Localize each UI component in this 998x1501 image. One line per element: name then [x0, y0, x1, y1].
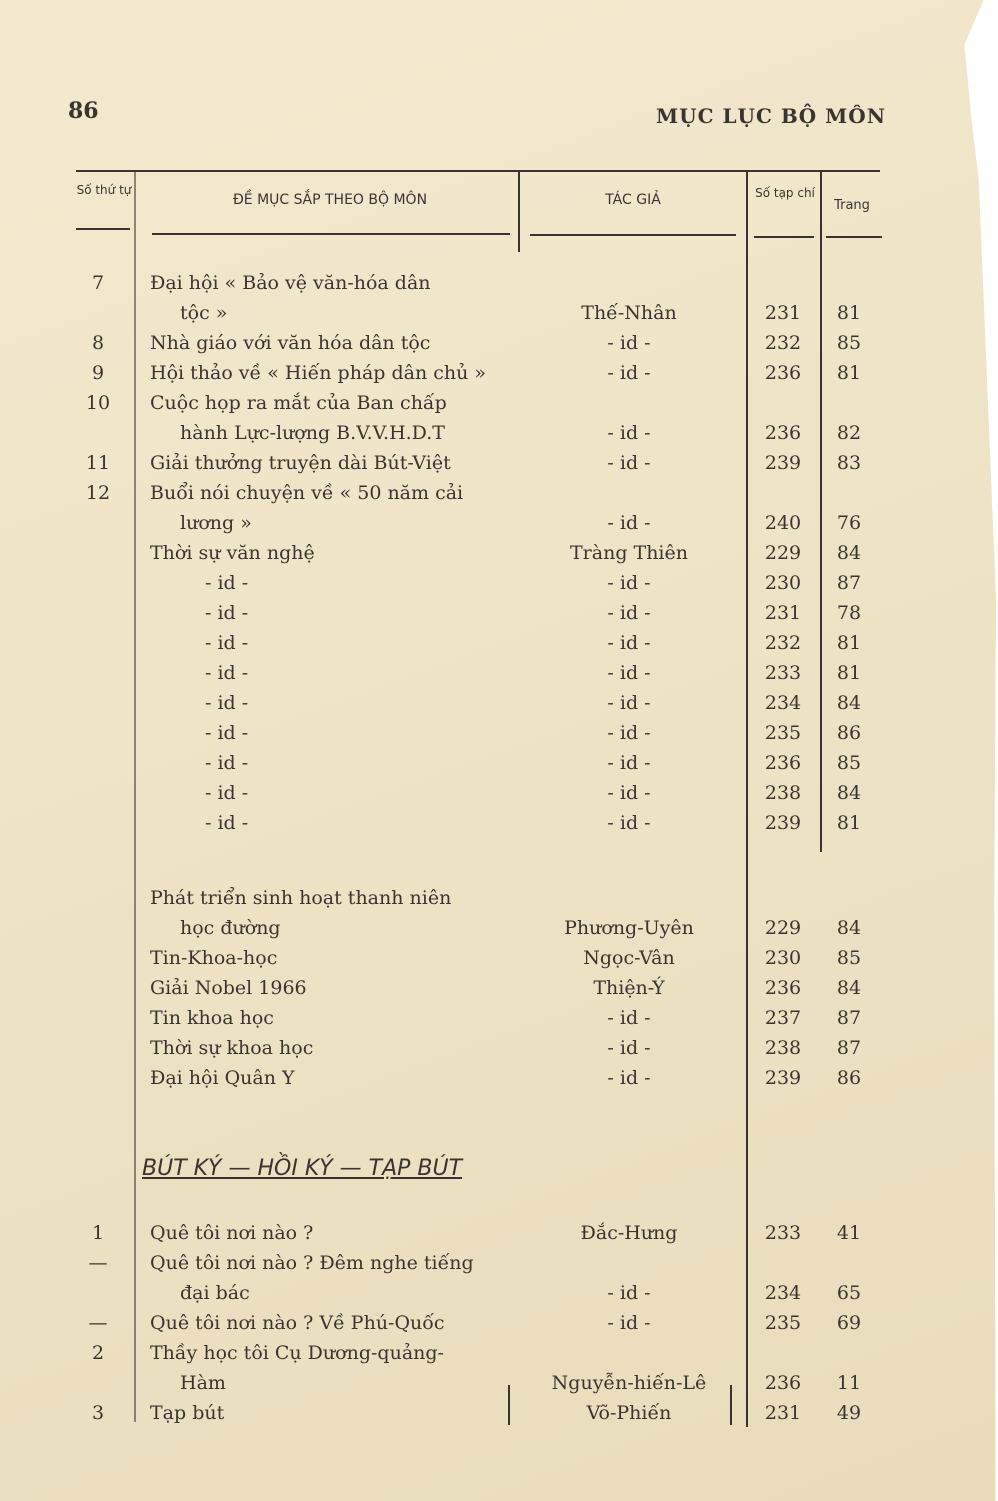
row-title-cont: hành Lực-lượng B.V.V.H.D.T: [180, 422, 445, 444]
row-issue: 233: [764, 662, 802, 684]
row-issue: 238: [764, 1037, 802, 1059]
row-issue: 231: [764, 1402, 802, 1424]
row-title: Quê tôi nơi nào ?: [150, 1222, 314, 1244]
row-title: Thời sự văn nghệ: [150, 542, 315, 564]
row-author: - id -: [607, 812, 651, 834]
row-author: - id -: [607, 662, 651, 684]
row-page: 81: [836, 362, 862, 384]
row-page: 81: [836, 662, 862, 684]
row-author: Thế-Nhân: [581, 302, 677, 324]
section-title: BÚT KÝ — HỒI KÝ — TẠP BÚT: [142, 1156, 463, 1181]
row-page: 85: [836, 947, 862, 969]
row-issue: 235: [764, 1312, 802, 1334]
row-issue: 231: [764, 602, 802, 624]
header-underline: [152, 233, 510, 235]
row-title: Thầy học tôi Cụ Dương-quảng-: [150, 1342, 444, 1364]
row-issue: 236: [764, 752, 802, 774]
row-issue: 229: [764, 542, 802, 564]
row-author: - id -: [607, 362, 651, 384]
row-number: 8: [91, 332, 105, 354]
row-issue: 235: [764, 722, 802, 744]
page-title: MỤC LỤC BỘ MÔN: [656, 104, 886, 128]
row-page: 86: [836, 722, 862, 744]
row-title-cont: tộc »: [180, 302, 228, 324]
row-issue: 240: [764, 512, 802, 534]
row-issue: 236: [764, 422, 802, 444]
row-title-cont: đại bác: [180, 1282, 250, 1304]
row-number: —: [88, 1252, 108, 1274]
row-title: - id -: [205, 692, 249, 714]
row-title: - id -: [205, 722, 249, 744]
row-author: - id -: [607, 452, 651, 474]
row-title: Thời sự khoa học: [150, 1037, 314, 1059]
row-title: Buổi nói chuyện về « 50 năm cải: [150, 482, 464, 504]
row-author: - id -: [607, 782, 651, 804]
row-author: - id -: [607, 332, 651, 354]
row-title: - id -: [205, 632, 249, 654]
col-header-title: ĐỀ MỤC SẮP THEO BỘ MÔN: [232, 192, 428, 208]
row-author: - id -: [607, 1067, 651, 1089]
column-divider: [508, 1385, 510, 1425]
row-author: - id -: [607, 1037, 651, 1059]
row-page: 84: [836, 917, 862, 939]
col-header-author: TÁC GIẢ: [605, 192, 661, 208]
row-title: Quê tôi nơi nào ? Về Phú-Quốc: [150, 1312, 445, 1334]
header-underline: [76, 228, 130, 230]
row-issue: 230: [764, 947, 802, 969]
row-author: Đắc-Hưng: [580, 1222, 678, 1244]
row-author: - id -: [607, 752, 651, 774]
row-issue: 232: [764, 632, 802, 654]
row-author: - id -: [607, 1282, 651, 1304]
row-title: Giải thưởng truyện dài Bút-Việt: [150, 452, 451, 474]
row-author: Thiện-Ý: [593, 977, 665, 999]
row-number: 11: [85, 452, 111, 474]
row-author: - id -: [607, 1312, 651, 1334]
row-author: - id -: [607, 602, 651, 624]
row-page: 69: [836, 1312, 862, 1334]
row-title: Quê tôi nơi nào ? Đêm nghe tiếng: [150, 1252, 474, 1274]
header-underline: [530, 234, 736, 236]
col-header-page: Trang: [834, 198, 870, 213]
row-page: 65: [836, 1282, 862, 1304]
row-page: 84: [836, 977, 862, 999]
row-title: - id -: [205, 662, 249, 684]
row-page: 84: [836, 692, 862, 714]
row-page: 85: [836, 332, 862, 354]
row-issue: 236: [764, 1372, 802, 1394]
row-number: 3: [91, 1402, 105, 1424]
row-title: - id -: [205, 812, 249, 834]
col-header-stt: Số thứ tự: [76, 183, 132, 197]
row-page: 81: [836, 632, 862, 654]
row-number: 10: [85, 392, 111, 414]
column-divider: [518, 172, 520, 252]
column-divider: [134, 172, 136, 1422]
row-title-cont: Hàm: [180, 1372, 226, 1394]
row-issue: 239: [764, 812, 802, 834]
table-top-rule: [76, 170, 880, 172]
row-page: 87: [836, 572, 862, 594]
row-issue: 239: [764, 452, 802, 474]
row-title: Tin-Khoa-học: [150, 947, 278, 969]
row-number: —: [88, 1312, 108, 1334]
row-author: - id -: [607, 722, 651, 744]
row-title: - id -: [205, 572, 249, 594]
row-number: 7: [91, 272, 105, 294]
row-page: 11: [836, 1372, 862, 1394]
row-page: 84: [836, 782, 862, 804]
column-divider: [820, 172, 822, 852]
header-underline: [754, 236, 814, 238]
row-title-cont: học đường: [180, 917, 281, 939]
row-author: - id -: [607, 1007, 651, 1029]
row-title: Hội thảo về « Hiến pháp dân chủ »: [150, 362, 487, 384]
row-issue: 236: [764, 977, 802, 999]
row-author: - id -: [607, 632, 651, 654]
row-page: 84: [836, 542, 862, 564]
row-issue: 238: [764, 782, 802, 804]
row-title: - id -: [205, 602, 249, 624]
row-issue: 234: [764, 692, 802, 714]
row-author: - id -: [607, 572, 651, 594]
row-issue: 231: [764, 302, 802, 324]
row-issue: 239: [764, 1067, 802, 1089]
row-author: - id -: [607, 422, 651, 444]
row-author: - id -: [607, 512, 651, 534]
col-header-issue: Số tạp chí: [755, 186, 815, 200]
row-issue: 233: [764, 1222, 802, 1244]
row-author: Nguyễn-hiến-Lê: [551, 1372, 707, 1394]
row-issue: 234: [764, 1282, 802, 1304]
row-title: Đại hội « Bảo vệ văn-hóa dân: [150, 272, 431, 294]
row-page: 76: [836, 512, 862, 534]
row-author: Phương-Uyên: [564, 917, 694, 939]
row-issue: 229: [764, 917, 802, 939]
row-number: 9: [91, 362, 105, 384]
row-title: Tin khoa học: [150, 1007, 274, 1029]
row-author: - id -: [607, 692, 651, 714]
row-issue: 236: [764, 362, 802, 384]
row-page: 83: [836, 452, 862, 474]
row-title: Đại hội Quân Y: [150, 1067, 295, 1089]
row-page: 49: [836, 1402, 862, 1424]
row-page: 81: [836, 302, 862, 324]
row-title: Cuộc họp ra mắt của Ban chấp: [150, 392, 447, 414]
row-issue: 230: [764, 572, 802, 594]
row-number: 12: [85, 482, 111, 504]
row-author: Tràng Thiên: [570, 542, 688, 564]
row-author: Võ-Phiến: [586, 1402, 672, 1424]
row-page: 82: [836, 422, 862, 444]
row-title: - id -: [205, 782, 249, 804]
row-author: Ngọc-Vân: [583, 947, 675, 969]
row-page: 41: [836, 1222, 862, 1244]
row-page: 87: [836, 1007, 862, 1029]
row-title: Giải Nobel 1966: [150, 977, 307, 999]
row-title: Nhà giáo với văn hóa dân tộc: [150, 332, 431, 354]
row-number: 2: [91, 1342, 105, 1364]
row-number: 1: [91, 1222, 105, 1244]
row-page: 81: [836, 812, 862, 834]
row-page: 86: [836, 1067, 862, 1089]
row-page: 85: [836, 752, 862, 774]
row-title-cont: lương »: [180, 512, 252, 534]
header-underline: [826, 236, 882, 238]
row-title: Tạp bút: [150, 1402, 225, 1424]
row-page: 87: [836, 1037, 862, 1059]
row-page: 78: [836, 602, 862, 624]
row-issue: 237: [764, 1007, 802, 1029]
row-issue: 232: [764, 332, 802, 354]
page-number: 86: [68, 98, 99, 124]
row-title: - id -: [205, 752, 249, 774]
row-title: Phát triển sinh hoạt thanh niên: [150, 887, 452, 909]
